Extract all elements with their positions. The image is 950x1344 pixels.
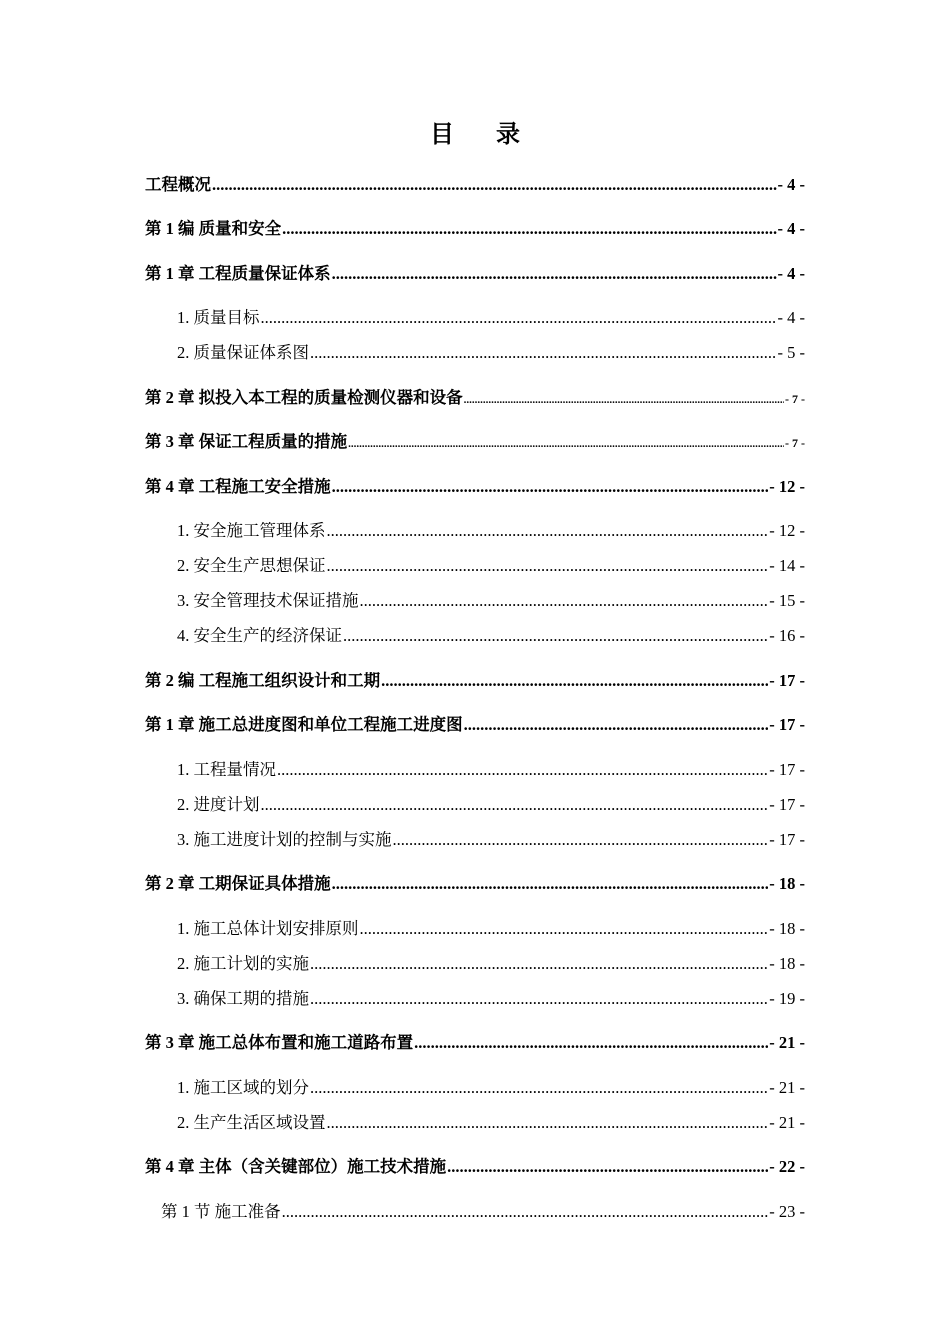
toc-entry[interactable] <box>145 386 805 410</box>
toc-entry-label: 4. 安全生产的经济保证 <box>177 626 342 645</box>
toc-page-number: - 23 - <box>769 1202 805 1221</box>
toc-entry[interactable] <box>177 917 805 941</box>
toc-page-number: - 5 - <box>777 343 805 362</box>
page-title: 目 录 <box>430 122 538 148</box>
toc-page-number: - 4 - <box>777 264 805 283</box>
toc-page-number: - 12 - <box>769 477 805 496</box>
toc-page-number: - 21 - <box>769 1113 805 1132</box>
toc-dot-leader <box>212 173 777 197</box>
toc-entry-label: 2. 施工计划的实施 <box>177 954 309 973</box>
toc-page-number: - 18 - <box>769 874 805 893</box>
toc-page-number: - 12 - <box>769 521 805 540</box>
toc-entry-label: 第 1 节 施工准备 <box>161 1202 281 1221</box>
toc-entry[interactable] <box>145 430 805 454</box>
toc-dot-leader <box>261 793 769 817</box>
toc-entry-label: 第 2 章 工期保证具体措施 <box>145 874 331 893</box>
toc-entry-label: 第 3 章 施工总体布置和施工道路布置 <box>145 1033 414 1052</box>
toc-dot-leader <box>310 987 768 1011</box>
toc-entry-label: 第 1 章 工程质量保证体系 <box>145 264 331 283</box>
toc-dot-leader <box>310 341 777 365</box>
toc-entry-label: 2. 进度计划 <box>177 795 260 814</box>
toc-entry[interactable] <box>145 475 805 499</box>
toc-page-number: - 17 - <box>769 671 805 690</box>
toc-entry-label: 工程概况 <box>145 175 211 194</box>
toc-entry-label: 第 4 章 主体（含关键部位）施工技术措施 <box>145 1157 447 1176</box>
toc-dot-leader <box>360 589 769 613</box>
toc-entry-label: 1. 安全施工管理体系 <box>177 521 326 540</box>
toc-entry[interactable] <box>145 669 805 693</box>
toc-page-number: - 7 - <box>785 436 805 450</box>
toc-entry-label: 3. 确保工期的措施 <box>177 989 309 1008</box>
toc-page-number: - 7 - <box>785 392 805 406</box>
toc-entry-label: 第 2 编 工程施工组织设计和工期 <box>145 671 381 690</box>
toc-entry[interactable] <box>177 1076 805 1100</box>
toc-entry[interactable] <box>177 952 805 976</box>
toc-page-number: - 4 - <box>777 308 805 327</box>
toc-entry[interactable] <box>145 217 805 241</box>
toc-page-number: - 17 - <box>769 715 805 734</box>
toc-entry[interactable] <box>145 872 805 896</box>
toc-entry-label: 3. 安全管理技术保证措施 <box>177 591 359 610</box>
toc-dot-leader <box>332 262 777 286</box>
toc-entry[interactable] <box>145 262 805 286</box>
toc-dot-leader <box>327 554 769 578</box>
toc-page-number: - 21 - <box>769 1033 805 1052</box>
toc-entry-label: 1. 施工总体计划安排原则 <box>177 919 359 938</box>
toc-page-number: - 17 - <box>769 760 805 779</box>
toc-dot-leader <box>310 952 768 976</box>
toc-page-number: - 17 - <box>769 795 805 814</box>
toc-dot-leader <box>464 388 784 412</box>
toc-entry-label: 1. 工程量情况 <box>177 760 276 779</box>
toc-page-number: - 14 - <box>769 556 805 575</box>
toc-page-number: - 18 - <box>769 919 805 938</box>
toc-dot-leader <box>282 1200 769 1224</box>
toc-entry-label: 第 1 章 施工总进度图和单位工程施工进度图 <box>145 715 463 734</box>
toc-page-number: - 19 - <box>769 989 805 1008</box>
toc-dot-leader <box>282 217 776 241</box>
toc-dot-leader <box>381 669 768 693</box>
toc-entry[interactable] <box>177 341 805 365</box>
toc-page-number: - 17 - <box>769 830 805 849</box>
toc-entry[interactable] <box>145 173 805 197</box>
toc-dot-leader <box>261 306 777 330</box>
toc-dot-leader <box>327 1111 769 1135</box>
toc-page-number: - 15 - <box>769 591 805 610</box>
toc-dot-leader <box>348 432 784 456</box>
toc-entry-label: 1. 质量目标 <box>177 308 260 327</box>
toc-dot-leader <box>414 1031 768 1055</box>
toc-page-number: - 4 - <box>777 175 805 194</box>
toc-entry-label: 2. 质量保证体系图 <box>177 343 309 362</box>
toc-dot-leader <box>332 872 769 896</box>
toc-entry[interactable] <box>145 1155 805 1179</box>
toc-entry[interactable] <box>161 1200 805 1224</box>
toc-entry-label: 2. 安全生产思想保证 <box>177 556 326 575</box>
toc-dot-leader <box>360 917 769 941</box>
toc-entry[interactable] <box>177 793 805 817</box>
toc-page-number: - 16 - <box>769 626 805 645</box>
toc-entry[interactable] <box>177 828 805 852</box>
toc-entry-label: 第 4 章 工程施工安全措施 <box>145 477 331 496</box>
toc-entry[interactable] <box>177 758 805 782</box>
toc-page-number: - 4 - <box>777 219 805 238</box>
toc-entry[interactable] <box>177 589 805 613</box>
toc-entry-label: 第 2 章 拟投入本工程的质量检测仪器和设备 <box>145 388 463 407</box>
toc-dot-leader <box>327 519 769 543</box>
toc-entry-label: 3. 施工进度计划的控制与实施 <box>177 830 392 849</box>
toc-entry[interactable] <box>145 1031 805 1055</box>
toc-entry[interactable] <box>177 987 805 1011</box>
toc-dot-leader <box>310 1076 768 1100</box>
toc-entry[interactable] <box>177 519 805 543</box>
toc-dot-leader <box>343 624 768 648</box>
toc-dot-leader <box>447 1155 768 1179</box>
toc-page-number: - 22 - <box>769 1157 805 1176</box>
toc-dot-leader <box>277 758 768 782</box>
toc-entry-label: 第 1 编 质量和安全 <box>145 219 282 238</box>
toc-entry-label: 第 3 章 保证工程质量的措施 <box>145 432 348 451</box>
toc-dot-leader <box>464 713 769 737</box>
toc-page-number: - 21 - <box>769 1078 805 1097</box>
toc-dot-leader <box>332 475 769 499</box>
toc-entry[interactable] <box>177 1111 805 1135</box>
toc-entry-label: 2. 生产生活区域设置 <box>177 1113 326 1132</box>
toc-entry[interactable] <box>177 624 805 648</box>
toc-entry-label: 1. 施工区域的划分 <box>177 1078 309 1097</box>
toc-entry[interactable] <box>177 554 805 578</box>
toc-entry[interactable] <box>145 713 805 737</box>
toc-page-number: - 18 - <box>769 954 805 973</box>
toc-dot-leader <box>393 828 769 852</box>
toc-entry[interactable] <box>177 306 805 330</box>
